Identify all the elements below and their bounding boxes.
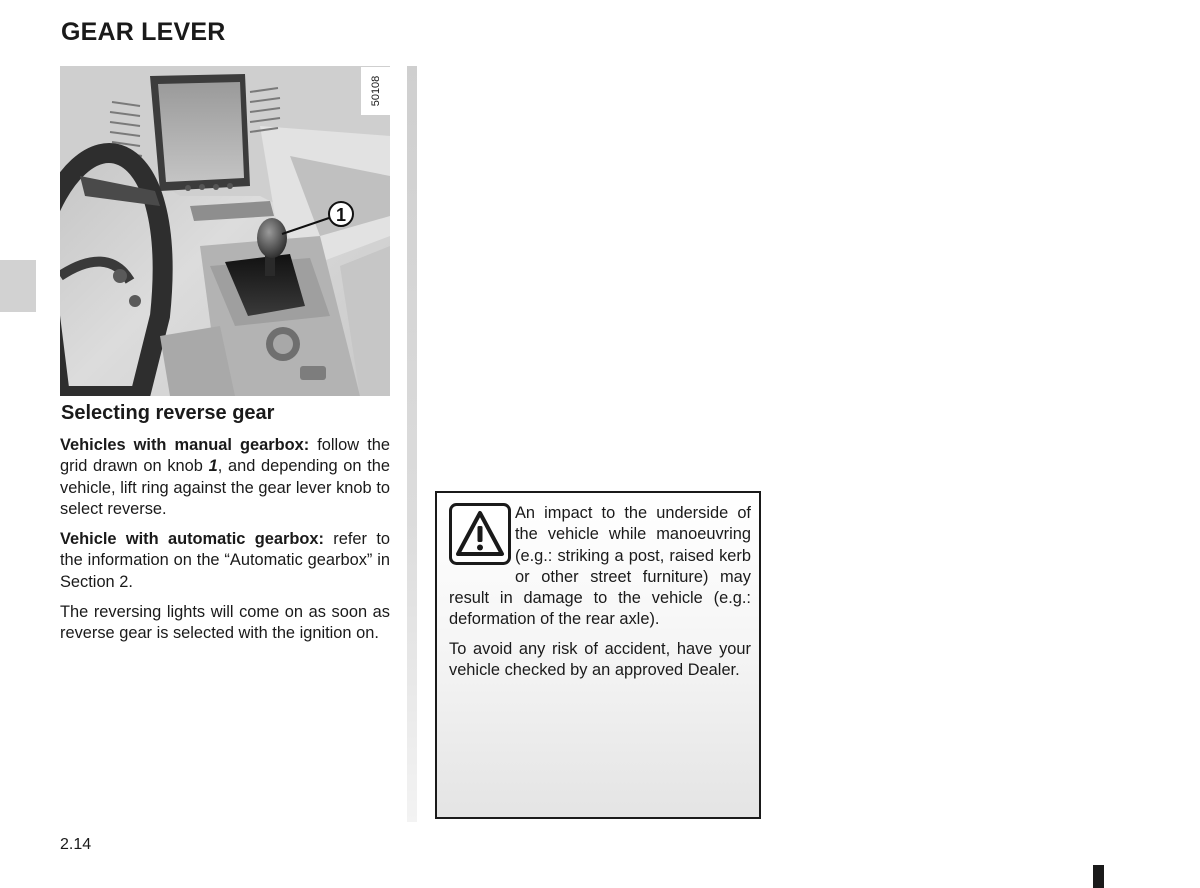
column-divider <box>407 66 417 822</box>
page-title: GEAR LEVER <box>61 18 226 46</box>
manual-gearbox-text-2: , and depending on the vehicle, lift ring against the gear lever knob to select reverse. <box>60 457 391 518</box>
image-reference-code <box>361 67 390 115</box>
warning-triangle-icon <box>449 503 511 565</box>
page-corner-mark <box>1093 865 1104 888</box>
warning-text <box>449 503 751 689</box>
section-heading: Selecting reverse gear <box>61 402 275 424</box>
page-number: 2.14 <box>60 836 92 853</box>
manual-gearbox-lead: Vehicles with manual gearbox: <box>60 436 310 454</box>
automatic-gearbox-text: refer to the information on the “Automatic gearbox” in Section 2. <box>60 530 390 591</box>
warning-paragraph-impact: An impact to the underside of the vehicle while manoeuvring (e.g.: striking a post, raised kerb or other street furniture) may result in damage to the vehicle (e.g.: deformation of the rear axle). <box>449 504 751 629</box>
automatic-gearbox-paragraph <box>60 529 390 593</box>
reversing-lights-paragraph: The reversing lights will come on as soon as reverse gear is selected with the ignition on. <box>60 603 390 643</box>
warning-paragraph-dealer: To avoid any risk of accident, have your vehicle checked by an approved Dealer. <box>449 639 751 680</box>
warning-box <box>435 491 761 819</box>
section-body <box>60 435 390 654</box>
manual-gearbox-text-1: follow the grid drawn on knob <box>60 436 390 476</box>
automatic-gearbox-lead: Vehicle with automatic gearbox: <box>60 530 324 549</box>
manual-gearbox-paragraph <box>60 435 390 520</box>
section-tab-marker <box>0 260 36 312</box>
warning-icon-container <box>449 503 515 587</box>
image-reference-code-text: 50108 <box>369 75 382 107</box>
callout-label: 1 <box>335 205 347 225</box>
knob-reference: 1 <box>208 457 218 476</box>
gear-lever-illustration <box>60 66 390 396</box>
